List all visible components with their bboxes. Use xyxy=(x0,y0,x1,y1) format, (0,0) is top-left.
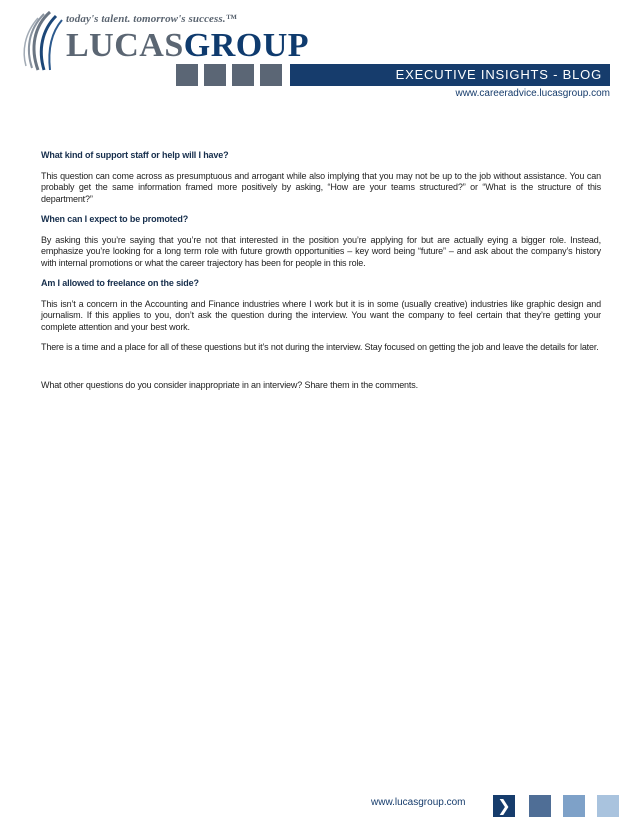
answer-paragraph: This isn’t a concern in the Accounting and Finance industries where I work but it is in some (usually creative) industries like graphic design and journalism. If this applies to you, don’t ask the question during the interview. You want the company to feel certain that they’re getting your complete attention and your best work. xyxy=(41,298,601,332)
decor-square xyxy=(204,64,226,86)
question-heading: What kind of support staff or help will I have? xyxy=(41,150,229,160)
blog-title-banner: EXECUTIVE INSIGHTS - BLOG xyxy=(290,64,610,86)
logo-tagline: today's talent. tomorrow's success.™ xyxy=(66,13,237,25)
question-heading: Am I allowed to freelance on the side? xyxy=(41,278,199,288)
logo-word-lucas: LUCAS xyxy=(66,27,184,64)
decor-square xyxy=(232,64,254,86)
section-promotion xyxy=(41,214,601,269)
answer-paragraph: By asking this you’re saying that you’re not that interested in the position you’re applying for but are actually eying a bigger role. Instead, emphasize you’re looking for a long term role with future growth opportunities – key word being “future” – and ask about the company’s history with internal promotions or what the career trajectory has been for people in this role. xyxy=(41,234,601,268)
question-heading: When can I expect to be promoted? xyxy=(41,214,189,224)
footer-url[interactable]: www.lucasgroup.com xyxy=(371,797,466,808)
logo-word-group: GROUP xyxy=(183,27,310,64)
section-support-staff xyxy=(41,150,601,205)
section-freelance xyxy=(41,278,601,354)
decor-square xyxy=(176,64,198,86)
article-body xyxy=(41,150,601,400)
closing-question: What other questions do you consider inappropriate in an interview? Share them in the comments. xyxy=(41,379,418,390)
lucasgroup-logo[interactable] xyxy=(20,8,310,72)
logo-wordmark xyxy=(66,26,309,66)
logo-mark-icon xyxy=(20,10,66,72)
decor-square xyxy=(260,64,282,86)
footer-decor-block xyxy=(563,795,585,817)
answer-paragraph: There is a time and a place for all of these questions but it’s not during the interview. Stay focused on getting the job and leave the details for later. xyxy=(41,342,599,352)
next-chevron-icon[interactable]: ❯ xyxy=(493,795,515,817)
answer-paragraph: This question can come across as presumptuous and arrogant while also implying that you may not be up to the job without assistance. You can probably get the same information framed more positively by asking, “How are your teams structured?” or “What is the structure of this department?” xyxy=(41,170,601,204)
footer-decor-block xyxy=(529,795,551,817)
footer-decor-block xyxy=(597,795,619,817)
career-advice-url[interactable]: www.careeradvice.lucasgroup.com xyxy=(455,88,610,99)
